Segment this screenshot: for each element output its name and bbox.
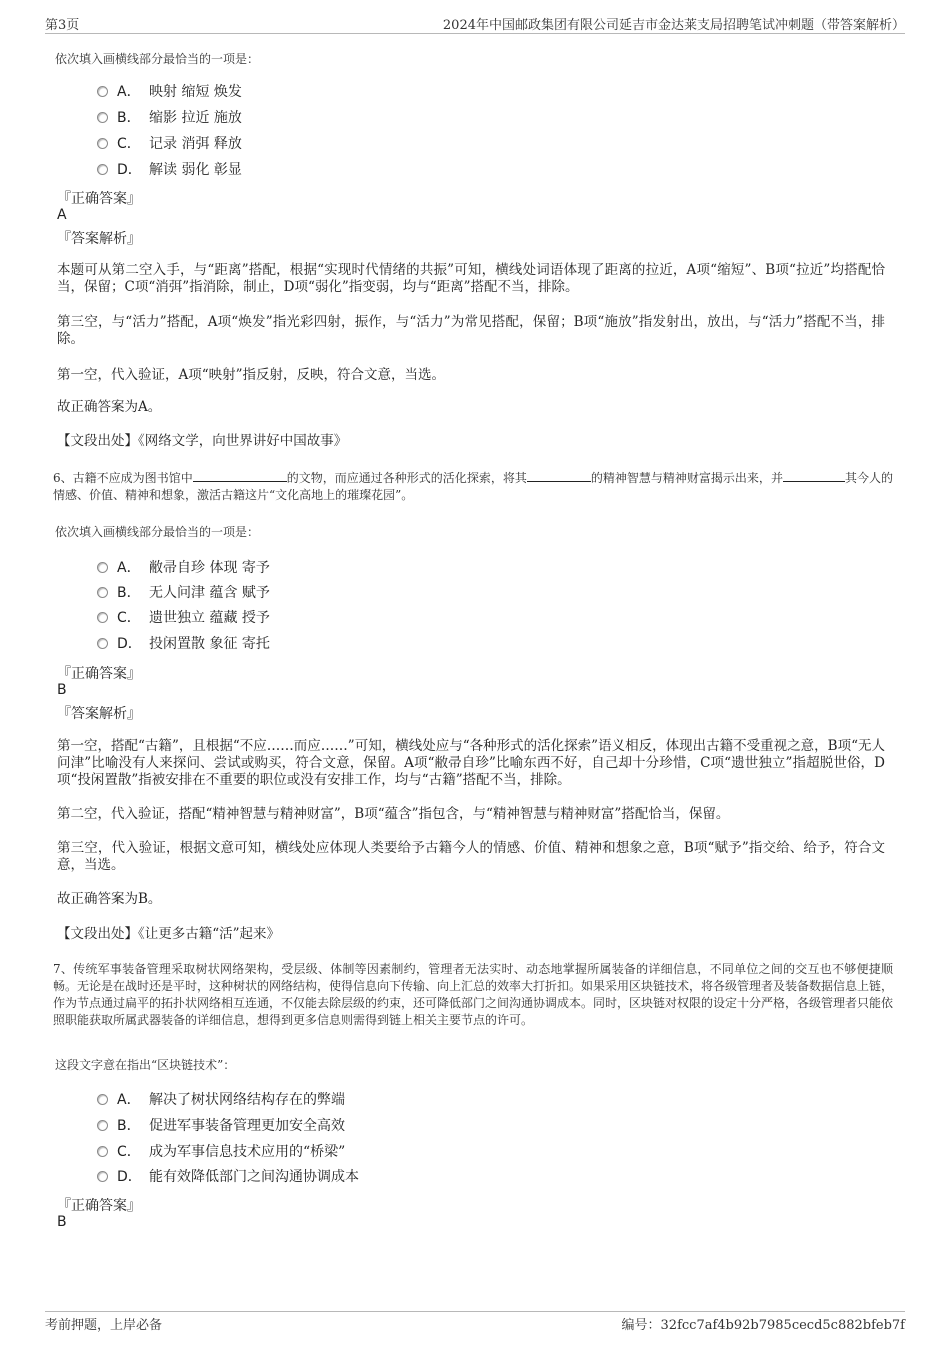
q5-option-b[interactable]: B． 缩影 拉近 施放 xyxy=(97,107,242,127)
q5-answer-label: 『正确答案』 xyxy=(57,191,141,207)
footer-doc-id: 编号：32fcc7af4b92b7985cecd5c882bfeb7f xyxy=(621,1318,905,1333)
q6-option-d[interactable]: D． 投闲置散 象征 寄托 xyxy=(97,633,270,653)
q7-option-b[interactable]: B． 促进军事装备管理更加安全高效 xyxy=(97,1115,345,1135)
q6-analysis-label: 『答案解析』 xyxy=(57,706,141,722)
q5-option-d[interactable]: D． 解读 弱化 彰显 xyxy=(97,159,242,179)
radio-icon[interactable] xyxy=(97,164,108,175)
q6-option-a[interactable]: A． 敝帚自珍 体现 寄予 xyxy=(97,557,270,577)
q5-prompt: 依次填入画横线部分最恰当的一项是： xyxy=(55,52,260,66)
blank-2 xyxy=(527,469,591,482)
radio-icon[interactable] xyxy=(97,612,108,623)
q5-analysis-4: 故正确答案为A。 xyxy=(57,399,162,415)
q6-analysis-2: 第二空，代入验证，搭配“精神智慧与精神财富”，B项“蕴含”指包含，与“精神智慧与精神财富”搭配恰当，保留。 xyxy=(57,806,730,822)
q6-option-c[interactable]: C． 遗世独立 蕴藏 授予 xyxy=(97,607,270,627)
q5-source: 【文段出处】《网络文学，向世界讲好中国故事》 xyxy=(57,433,348,449)
radio-icon[interactable] xyxy=(97,112,108,123)
page-number: 第3页 xyxy=(45,18,80,33)
q7-option-c[interactable]: C． 成为军事信息技术应用的“桥梁” xyxy=(97,1141,345,1161)
q7-stem: 7、传统军事装备管理采取树状网络架构，受层级、体制等因素制约，管理者无法实时、动态地掌握所属装备的详细信息，不同单位之间的交互也不够便捷顺畅。无论是在战时还是平时，这种树状的网络结构，使得信息向下传输、向上汇总的效率大打折扣。如果采用区块链技术，将各级管理者及装备数据信息上链，作为节点通过扁平的拓扑状网络相互连通，不仅能去除层级的约束，还可降低部门之间沟通协调成本。同时，区块链对权限的设定十分严格，各级管理者只能依照职能获取所属武器装备的详细信息，想得到更多信息则需得到链上相关主要节点的许可。 xyxy=(53,962,894,1027)
radio-icon[interactable] xyxy=(97,587,108,598)
radio-icon[interactable] xyxy=(97,138,108,149)
radio-icon[interactable] xyxy=(97,1146,108,1157)
q6-answer-label: 『正确答案』 xyxy=(57,666,141,682)
radio-icon[interactable] xyxy=(97,638,108,649)
q6-source: 【文段出处】《让更多古籍“活”起来》 xyxy=(57,926,281,942)
blank-1 xyxy=(193,469,287,482)
q5-option-a[interactable]: A． 映射 缩短 焕发 xyxy=(97,81,242,101)
q7-answer: B xyxy=(57,1214,67,1230)
header-divider xyxy=(45,33,905,34)
q7-option-d[interactable]: D． 能有效降低部门之间沟通协调成本 xyxy=(97,1166,359,1186)
q5-analysis-2: 第三空，与“活力”搭配，A项“焕发”指光彩四射，振作，与“活力”为常见搭配，保留；B项“施放”指发射出，放出，与“活力”搭配不当，排除。 xyxy=(57,314,885,347)
q6-analysis-4: 故正确答案为B。 xyxy=(57,891,162,907)
footer-slogan: 考前押题，上岸必备 xyxy=(45,1318,163,1333)
radio-icon[interactable] xyxy=(97,562,108,573)
q5-option-c[interactable]: C． 记录 消弭 释放 xyxy=(97,133,242,153)
footer-divider xyxy=(45,1311,905,1312)
q6-analysis-1: 第一空，搭配“古籍”，且根据“不应……而应……”可知，横线处应与“各种形式的活化探索”语义相反，体现出古籍不受重视之意，B项“无人问津”比喻没有人来探问、尝试或购买，符合文意，保留。A项“敝帚自珍”比喻东西不好，自己却十分珍惜，C项“遗世独立”指超脱世俗，D项“投闲置散”指被安排在不重要的职位或没有安排工作，均与“古籍”搭配不当，排除。 xyxy=(57,738,885,788)
q5-analysis-3: 第一空，代入验证，A项“映射”指反射，反映，符合文意，当选。 xyxy=(57,367,446,383)
radio-icon[interactable] xyxy=(97,1094,108,1105)
document-title: 2024年中国邮政集团有限公司延吉市金达莱支局招聘笔试冲刺题（带答案解析） xyxy=(442,18,905,33)
blank-3 xyxy=(783,469,845,482)
q7-answer-label: 『正确答案』 xyxy=(57,1198,141,1214)
q5-answer: A xyxy=(57,207,67,223)
radio-icon[interactable] xyxy=(97,1171,108,1182)
radio-icon[interactable] xyxy=(97,1120,108,1131)
q6-option-b[interactable]: B． 无人问津 蕴含 赋予 xyxy=(97,582,270,602)
q6-stem: 6、古籍不应成为图书馆中 的文物，而应通过各种形式的活化探索，将其 的精神智慧与精神财富揭示出来，并 其今人的情感、价值、精神和想象，激活古籍这片“文化高地上的璀璨花园”。 xyxy=(53,471,893,502)
q6-answer: B xyxy=(57,682,67,698)
q6-analysis-3: 第三空，代入验证，根据文意可知，横线处应体现人类要给予古籍今人的情感、价值、精神和想象之意，B项“赋予”指交给、给予，符合文意，当选。 xyxy=(57,840,885,873)
radio-icon[interactable] xyxy=(97,86,108,97)
q7-prompt: 这段文字意在指出“区块链技术”： xyxy=(55,1058,236,1072)
q6-prompt: 依次填入画横线部分最恰当的一项是： xyxy=(55,525,260,539)
q5-analysis-1: 本题可从第二空入手，与“距离”搭配，根据“实现时代情绪的共振”可知，横线处词语体现了距离的拉近，A项“缩短”、B项“拉近”均搭配恰当，保留；C项“消弭”指消除，制止，D项“弱化”指变弱，均与“距离”搭配不当，排除。 xyxy=(57,262,885,295)
q5-analysis-label: 『答案解析』 xyxy=(57,231,141,247)
q7-option-a[interactable]: A． 解决了树状网络结构存在的弊端 xyxy=(97,1089,345,1109)
